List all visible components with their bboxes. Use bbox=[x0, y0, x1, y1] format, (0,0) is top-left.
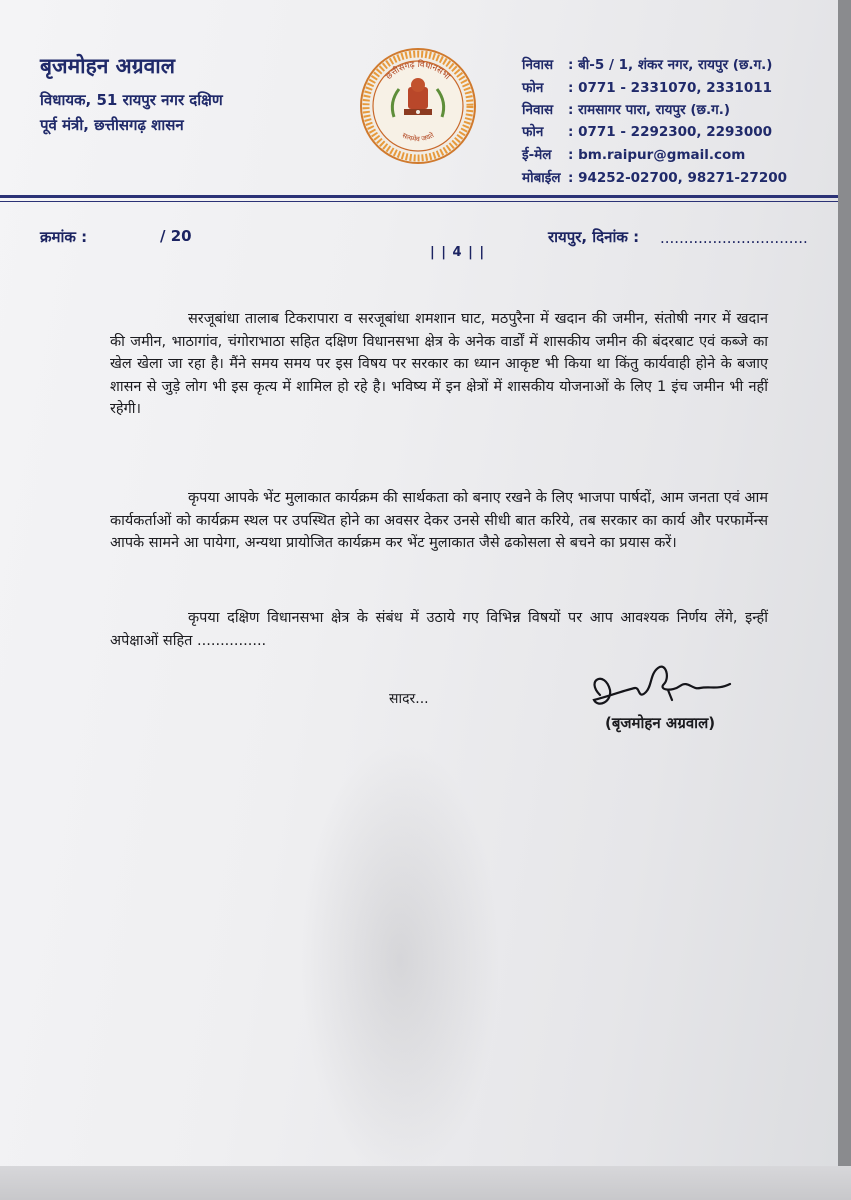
contact-label: निवास bbox=[522, 57, 554, 73]
contact-value: : बी-5 / 1, शंकर नगर, रायपुर (छ.ग.) bbox=[568, 57, 773, 73]
underlying-sheet bbox=[0, 1166, 851, 1200]
contact-label: मोबाईल bbox=[522, 170, 561, 186]
body-paragraph-2: कृपया आपके भेंट मुलाकात कार्यक्रम की सार्थकता को बनाए रखने के लिए भाजपा पार्षदों, आम जनता एवं आम कार्यकर्ताओं को कार्यक्रम स्थल पर उपस्थित होने का अवसर देकर उनसे सीधी बात करिये, तब सरकार का कार्य और परफार्मेन्स आपके सामने आ पायेगा, अन्यथा प्रायोजित कार्यक्रम कर भेंट मुलाकात जैसे ढकोसला से बचने का प्रयास करें। bbox=[110, 490, 768, 551]
contact-value: : 94252-02700, 98271-27200 bbox=[568, 170, 787, 186]
sender-designation: विधायक, 51 रायपुर नगर दक्षिण bbox=[40, 91, 223, 109]
contact-label: ई-मेल bbox=[522, 147, 552, 163]
seal-bottom-text: सत्यमेव जयते bbox=[400, 131, 436, 144]
place-date-label: रायपुर, दिनांक : bbox=[548, 228, 640, 246]
body-paragraph-1: सरजूबांधा तालाब टिकरापारा व सरजूबांधा शमशान घाट, मठपुरैना में खदान की जमीन, संतोषी नगर में खदान की जमीन, भाठागांव, चंगोराभाठा सहित दक्षिण विधानसभा क्षेत्र के अनेक वार्डों में शासकीय जमीन की बंदरबाट एवं कब्जे का खेल खेला जा रहा है। मैंने समय समय पर इस विषय पर सरकार का ध्यान आकृष्ट भी किया था किंतु कार्यवाही होने के बजाए शासन से जुड़े लोग भी इस कृत्य में शामिल हो रहे है। भविष्य में इन क्षेत्रों में शासकीय योजनाओं के लिए 1 इंच जमीन भी नहीं रहेगी। bbox=[110, 311, 768, 417]
closing-salutation: सादर... bbox=[389, 691, 429, 707]
handwritten-signature-icon bbox=[580, 660, 750, 720]
sender-former-post: पूर्व मंत्री, छत्तीसगढ़ शासन bbox=[40, 116, 184, 134]
contact-row-mobile bbox=[522, 168, 787, 186]
contact-value: : रामसागर पारा, रायपुर (छ.ग.) bbox=[568, 102, 731, 118]
body-paragraph-3: कृपया दक्षिण विधानसभा क्षेत्र के संबंध में उठाये गए विभिन्न विषयों पर आप आवश्यक निर्णय लेंगे, इन्हीं अपेक्षाओं सहित ............... bbox=[110, 610, 768, 649]
page-number: | | 4 | | bbox=[430, 245, 486, 260]
header-divider bbox=[0, 195, 838, 198]
background-edge bbox=[838, 0, 851, 1166]
sender-name: बृजमोहन अग्रवाल bbox=[40, 54, 175, 78]
signatory-name: (बृजमोहन अग्रवाल) bbox=[605, 714, 716, 732]
contact-row-email bbox=[522, 145, 745, 163]
contact-value: : bm.raipur@gmail.com bbox=[568, 147, 746, 163]
date-value: ............................... bbox=[660, 229, 808, 247]
assembly-seal-icon bbox=[359, 47, 477, 165]
contact-label: निवास bbox=[522, 102, 554, 118]
contact-row-phone-1 bbox=[522, 78, 772, 96]
contact-label: फोन bbox=[522, 80, 544, 96]
contact-row-residence-1 bbox=[522, 55, 772, 73]
reference-value: / 20 bbox=[160, 227, 192, 245]
seal-top-text: छत्तीसगढ़ विधानसभा bbox=[384, 59, 452, 82]
reference-label: क्रमांक : bbox=[40, 228, 88, 246]
contact-value: : 0771 - 2292300, 2293000 bbox=[568, 124, 773, 140]
contact-value: : 0771 - 2331070, 2331011 bbox=[568, 80, 773, 96]
contact-label: फोन bbox=[522, 124, 544, 140]
header-divider-thin bbox=[0, 201, 838, 202]
contact-row-phone-2 bbox=[522, 122, 772, 140]
contact-row-residence-2 bbox=[522, 100, 730, 118]
paper-shadow bbox=[300, 740, 500, 1166]
